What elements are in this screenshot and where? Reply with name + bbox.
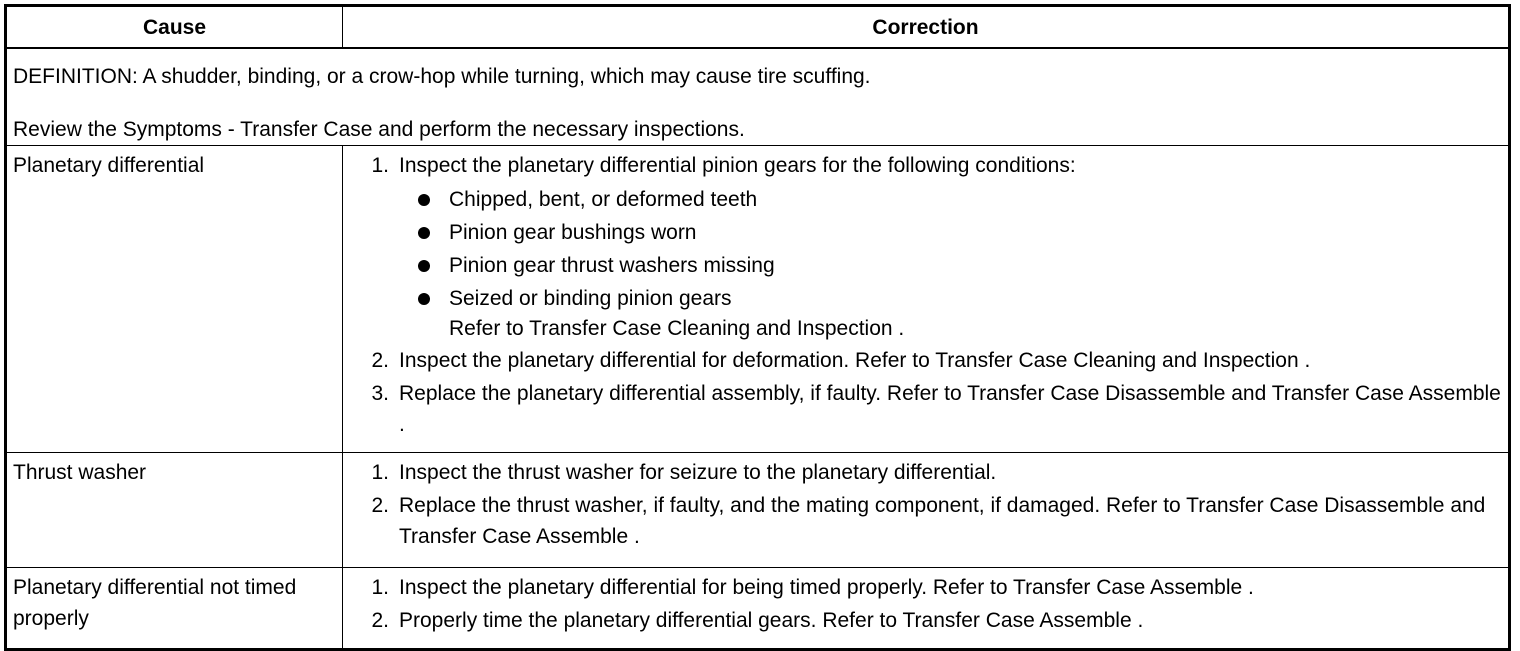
step-number: 2. xyxy=(371,349,389,372)
bullet-dot-icon xyxy=(418,227,430,239)
bullet-dot-icon xyxy=(418,293,430,305)
correction-cell xyxy=(343,453,1510,568)
condition-text: Pinion gear thrust washers missing xyxy=(449,254,775,277)
step-text: Inspect the planetary differential for being timed properly. Refer to Transfer Case Assemble . xyxy=(399,576,1254,599)
step-number: 1. xyxy=(371,461,389,484)
correction-steps xyxy=(361,150,1502,440)
definition-text: DEFINITION: A shudder, binding, or a crow-hop while turning, which may cause tire scuffing. xyxy=(13,65,871,88)
cause-cell: Thrust washer xyxy=(6,453,343,568)
table-row xyxy=(6,453,1510,568)
correction-steps xyxy=(361,572,1502,636)
step-item xyxy=(361,457,1502,488)
step-text: Properly time the planetary differential gears. Refer to Transfer Case Assemble . xyxy=(399,609,1144,632)
step-number: 3. xyxy=(371,382,389,405)
condition-list xyxy=(399,183,1502,315)
reference-text: Refer to Transfer Case Cleaning and Inspection . xyxy=(449,317,905,340)
condition-text: Seized or binding pinion gears xyxy=(449,287,732,310)
step-item xyxy=(361,150,1502,343)
bullet-dot-icon xyxy=(418,194,430,206)
diagnostic-table xyxy=(4,4,1511,651)
step-number: 1. xyxy=(371,576,389,599)
step-number: 2. xyxy=(371,494,389,517)
step-number: 1. xyxy=(371,154,389,177)
correction-steps xyxy=(361,457,1502,552)
step-text: Inspect the planetary differential for deformation. Refer to Transfer Case Cleaning and Inspection . xyxy=(399,349,1311,372)
step-text: Inspect the planetary differential pinion gears for the following conditions: xyxy=(399,154,1076,177)
step-item xyxy=(361,605,1502,636)
step-item xyxy=(361,345,1502,376)
correction-cell xyxy=(343,568,1510,650)
table-row xyxy=(6,568,1510,650)
condition-text: Chipped, bent, or deformed teeth xyxy=(449,188,758,211)
header-cause: Cause xyxy=(6,6,343,49)
condition-item xyxy=(399,216,1502,249)
header-correction: Correction xyxy=(343,6,1510,49)
bullet-dot-icon xyxy=(418,260,430,272)
definition-row xyxy=(6,48,1510,146)
step-text: Replace the thrust washer, if faulty, and the mating component, if damaged. Refer to Transfer Case Disassemble and Transfer Case Assemble . xyxy=(399,494,1486,548)
correction-cell xyxy=(343,146,1510,453)
header-row xyxy=(6,6,1510,49)
step-item xyxy=(361,490,1502,552)
condition-item xyxy=(399,249,1502,282)
step-number: 2. xyxy=(371,609,389,632)
step-item xyxy=(361,572,1502,603)
cause-cell: Planetary differential xyxy=(6,146,343,453)
step-text: Replace the planetary differential assembly, if faulty. Refer to Transfer Case Disassemble and Transfer Case Assemble . xyxy=(399,382,1501,436)
step-item xyxy=(361,378,1502,440)
review-text: Review the Symptoms - Transfer Case and perform the necessary inspections. xyxy=(13,118,745,141)
table-row xyxy=(6,146,1510,453)
condition-text: Pinion gear bushings worn xyxy=(449,221,697,244)
definition-cell xyxy=(6,48,1510,146)
cause-cell: Planetary differential not timed properly xyxy=(6,568,343,650)
condition-item xyxy=(399,282,1502,315)
condition-item xyxy=(399,183,1502,216)
step-text: Inspect the thrust washer for seizure to the planetary differential. xyxy=(399,461,997,484)
